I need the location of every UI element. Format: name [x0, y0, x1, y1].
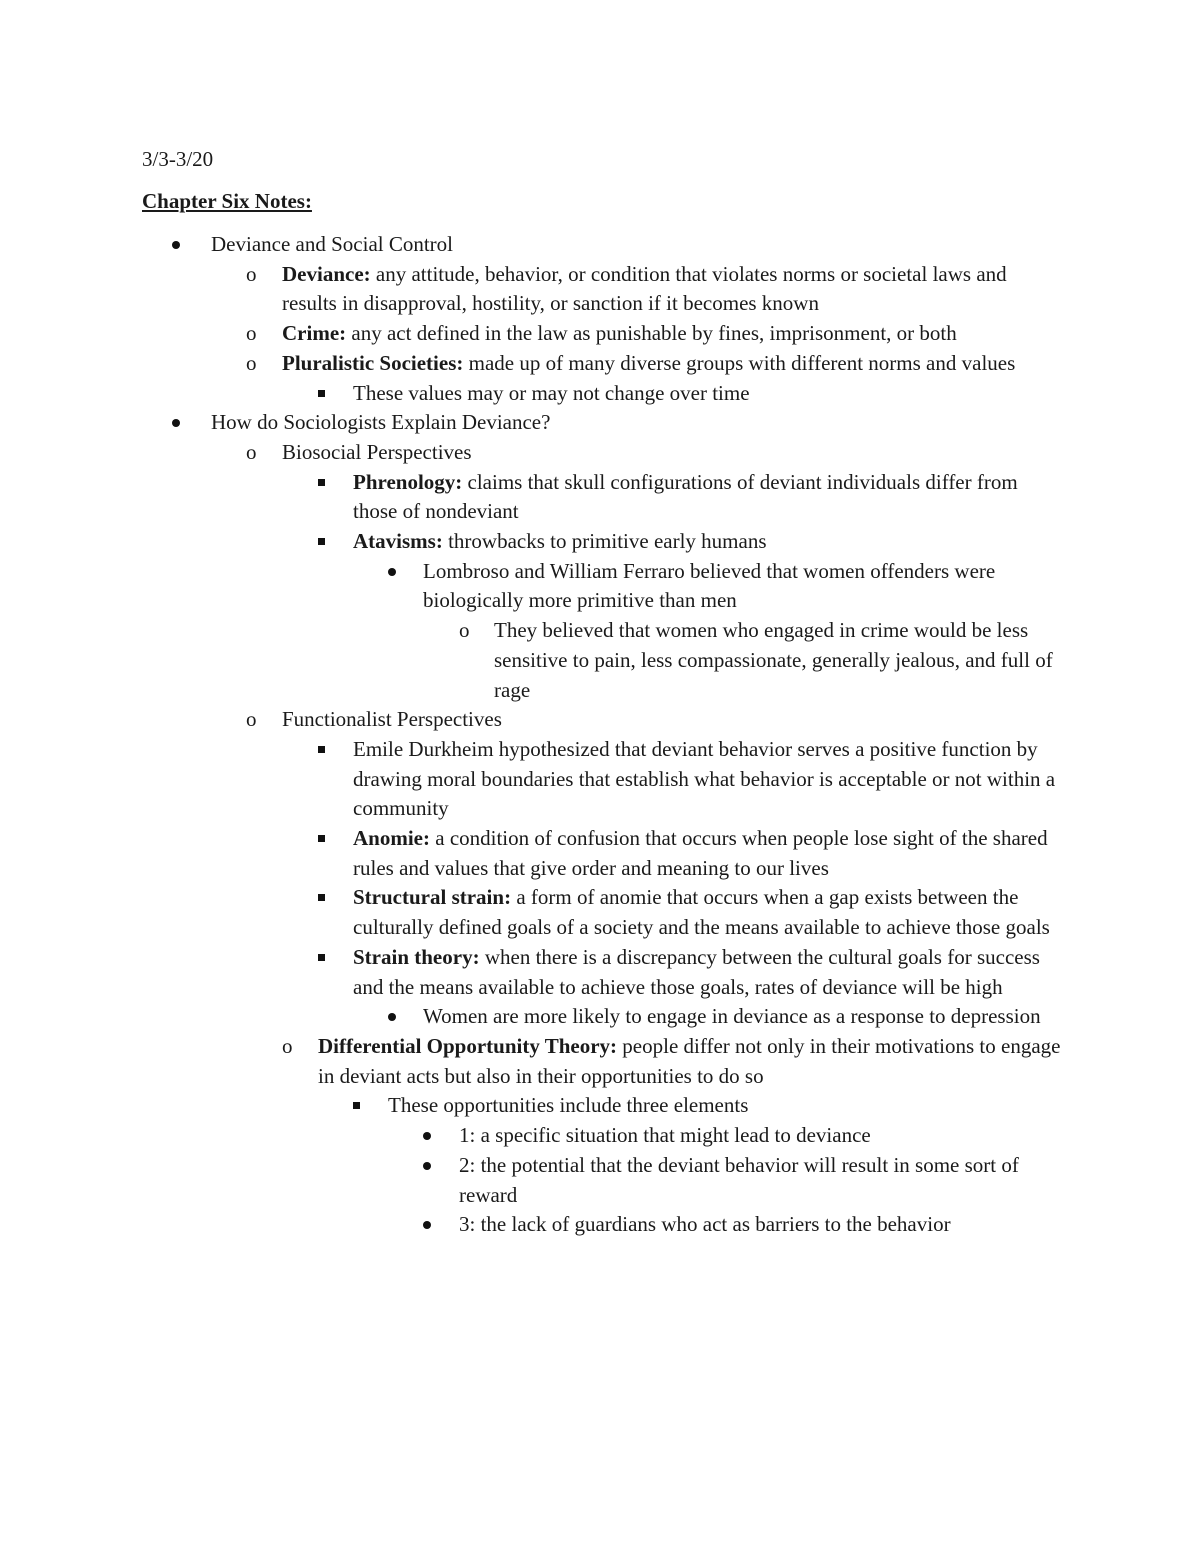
term-label: Atavisms:: [353, 529, 443, 554]
item-text: claims that skull configurations of deviant individuals differ from those of nondeviant: [353, 469, 1018, 524]
term-label: Pluralistic Societies:: [282, 350, 464, 375]
square-bullet-icon: [318, 894, 325, 901]
square-bullet-icon: [318, 538, 325, 545]
item-text: 1: a specific situation that might lead to deviance: [459, 1123, 871, 1148]
item-text: These opportunities include three elements: [388, 1093, 749, 1118]
outline-item: [0, 1121, 1062, 1151]
bullet-icon: [388, 568, 396, 576]
outline-item: [0, 260, 1062, 319]
outline-item: [0, 1002, 1062, 1032]
outline-item: [0, 438, 1062, 468]
term-label: Deviance:: [282, 261, 371, 286]
item-text: Functionalist Perspectives: [282, 707, 502, 732]
square-bullet-icon: [318, 479, 325, 486]
bullet-icon: [388, 1013, 396, 1021]
item-text: They believed that women who engaged in crime would be less sensitive to pain, less compassionate, generally jealous, and full of rage: [494, 618, 1053, 702]
circle-bullet-icon: o: [246, 707, 257, 732]
circle-bullet-icon: o: [246, 439, 257, 464]
item-text: any act defined in the law as punishable by fines, imprisonment, or both: [346, 321, 957, 346]
chapter-heading: Chapter Six Notes:: [142, 189, 312, 213]
item-text: people differ not only in their motivations to engage in deviant acts but also in their opportunities to do so: [318, 1033, 1061, 1088]
item-text: throwbacks to primitive early humans: [442, 529, 767, 554]
item-text: Deviance and Social Control: [211, 232, 454, 256]
outline-item: [0, 468, 1062, 527]
square-bullet-icon: [353, 1102, 360, 1109]
notes-outline: [0, 230, 1200, 1240]
item-text: Lombroso and William Ferraro believed that women offenders were biologically more primitive than men: [423, 558, 996, 613]
outline-item: [0, 735, 1062, 824]
outline-item: [0, 705, 1062, 735]
outline-item: [0, 319, 1062, 349]
term-label: Differential Opportunity Theory:: [318, 1033, 618, 1058]
outline-item: [0, 824, 1062, 883]
square-bullet-icon: [318, 835, 325, 842]
outline-item: [0, 557, 1062, 616]
bullet-icon: [423, 1221, 431, 1229]
circle-bullet-icon: o: [459, 618, 470, 643]
item-text: 3: the lack of guardians who act as barriers to the behavior: [459, 1212, 951, 1237]
outline-item: [0, 527, 1062, 557]
term-label: Structural strain:: [353, 885, 512, 910]
item-text: 2: the potential that the deviant behavior will result in some sort of reward: [459, 1152, 1019, 1207]
circle-bullet-icon: o: [246, 321, 257, 346]
outline-item: [0, 1210, 1062, 1240]
item-text: Women are more likely to engage in deviance as a response to depression: [423, 1004, 1041, 1029]
item-text: made up of many diverse groups with different norms and values: [463, 350, 1016, 375]
outline-item: [0, 230, 1062, 260]
bullet-icon: [172, 419, 180, 427]
outline-item: [0, 616, 1062, 705]
item-text: How do Sociologists Explain Deviance?: [211, 410, 551, 435]
term-label: Strain theory:: [353, 944, 480, 969]
square-bullet-icon: [318, 954, 325, 961]
square-bullet-icon: [318, 390, 325, 397]
bullet-icon: [172, 241, 180, 249]
circle-bullet-icon: o: [282, 1033, 293, 1058]
item-text: a condition of confusion that occurs when people lose sight of the shared rules and values that give order and meaning to our lives: [353, 826, 1048, 880]
term-label: Phrenology:: [353, 469, 463, 494]
outline-item: [0, 408, 1062, 438]
outline-item: [0, 1151, 1062, 1210]
item-text: Emile Durkheim hypothesized that deviant behavior serves a positive function by drawing moral boundaries that establish what behavior is acceptable or not within a community: [353, 736, 1056, 821]
square-bullet-icon: [318, 746, 325, 753]
outline-item: [0, 1091, 1062, 1121]
term-label: Anomie:: [353, 826, 430, 851]
outline-item: [0, 349, 1062, 379]
bullet-icon: [423, 1162, 431, 1170]
circle-bullet-icon: o: [246, 261, 257, 286]
outline-item: [0, 883, 1062, 942]
item-text: when there is a discrepancy between the cultural goals for success and the means available to achieve those goals, rates of deviance will be high: [353, 944, 1040, 999]
item-text: Biosocial Perspectives: [282, 439, 472, 464]
term-label: Crime:: [282, 321, 347, 346]
circle-bullet-icon: o: [246, 350, 257, 375]
item-text: a form of anomie that occurs when a gap exists between the culturally defined goals of a society and the means available to achieve those goals: [353, 885, 1050, 940]
outline-item: [0, 943, 1062, 1002]
date-range: 3/3-3/20: [142, 147, 214, 171]
outline-item: [0, 379, 1062, 409]
bullet-icon: [423, 1132, 431, 1140]
item-text: These values may or may not change over time: [353, 380, 750, 405]
outline-item: [0, 1032, 1062, 1091]
item-text: any attitude, behavior, or condition that violates norms or societal laws and results in disapproval, hostility, or sanction if it becomes known: [282, 261, 1007, 316]
